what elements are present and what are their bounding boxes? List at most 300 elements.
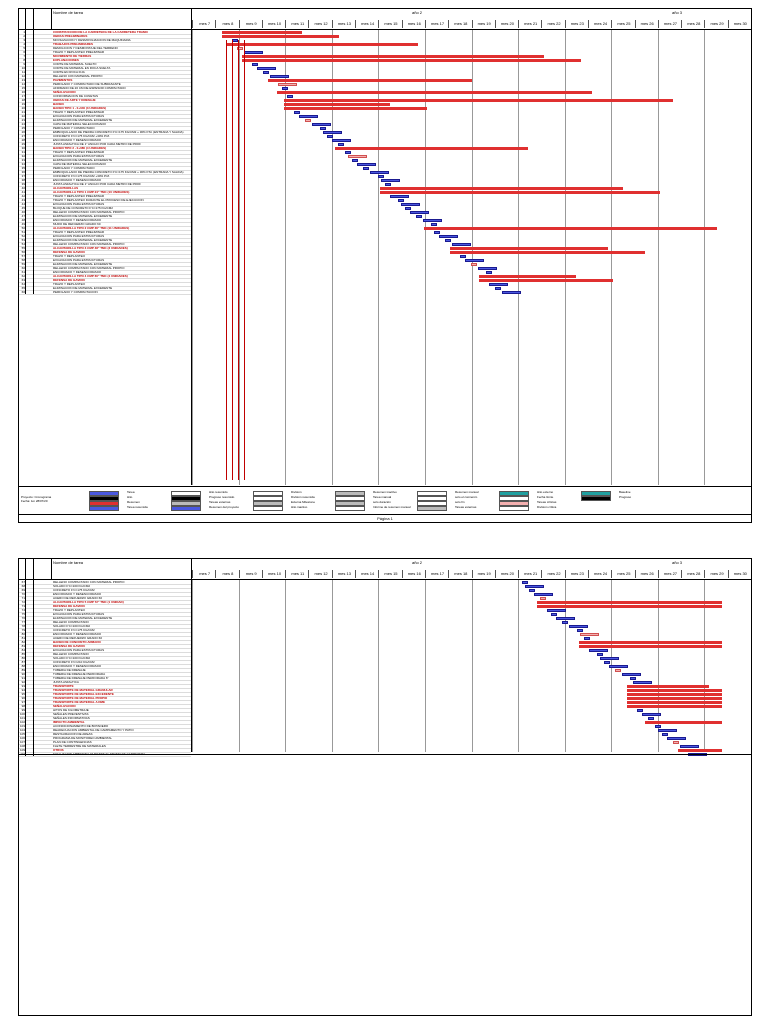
timescale-month: mes 20 <box>495 20 519 28</box>
critical-task-bar[interactable] <box>540 597 546 600</box>
task-bar[interactable] <box>633 681 652 684</box>
task-name: DEMOLICION Y DESMONTAJE DEL TERRENO <box>53 46 118 50</box>
timescale-month: mes 11 <box>285 570 309 578</box>
task-name: ACERO DE REFUERZO GRADO 60 <box>53 636 103 640</box>
timescale-month: mes 30 <box>728 570 752 578</box>
task-name: TRAZO Y REPLANTEO PRELIMINAR <box>53 110 105 114</box>
deadline-line <box>232 40 233 480</box>
legend-swatch <box>89 506 119 511</box>
task-bar[interactable] <box>495 287 501 290</box>
summary-bar[interactable] <box>450 251 645 254</box>
row-number: 63 <box>19 278 26 282</box>
task-name: ENCOFRADO Y DESENCOFRADO <box>53 270 102 274</box>
task-bar[interactable] <box>667 737 686 740</box>
critical-task-bar[interactable] <box>305 119 311 122</box>
timescale-month: mes 17 <box>425 570 449 578</box>
timescale-year: año 2 <box>412 10 423 15</box>
deadline-line <box>244 40 245 480</box>
row-number: 40 <box>19 186 26 190</box>
task-bar[interactable] <box>390 195 409 198</box>
row-number: 91 <box>19 676 26 680</box>
task-bar[interactable] <box>401 203 420 206</box>
row-number: 106 <box>19 736 25 740</box>
legend-item <box>499 505 579 510</box>
legend-item <box>335 505 415 510</box>
gridline <box>751 580 752 752</box>
summary-bar[interactable] <box>284 107 427 110</box>
task-bar[interactable] <box>529 589 535 592</box>
row-number: 87 <box>19 660 26 664</box>
timescale-month: mes 24 <box>588 20 612 28</box>
task-name: BADEN TIPO 1 - 0+040 (3 UNIDADES) <box>53 106 107 110</box>
timescale-month: mes 25 <box>611 20 635 28</box>
row-number: 16 <box>19 90 26 94</box>
task-name: ELIMINACION DE MATERIAL EXCEDENTE <box>53 616 113 620</box>
timescale-month: mes 12 <box>308 570 332 578</box>
task-bar[interactable] <box>252 63 258 66</box>
row-number: 92 <box>19 680 26 684</box>
task-name: OBRAS DE ARTE Y DRENAJE <box>53 98 96 102</box>
task-bar[interactable] <box>604 661 610 664</box>
summary-bar[interactable] <box>537 605 722 608</box>
task-bar[interactable] <box>600 657 619 660</box>
critical-task-bar[interactable] <box>278 83 297 86</box>
row-number: 25 <box>19 126 26 130</box>
task-bar[interactable] <box>263 71 269 74</box>
task-bar[interactable] <box>460 255 466 258</box>
row-number: 1 <box>19 30 26 34</box>
row-number: 42 <box>19 194 26 198</box>
row-number: 46 <box>19 210 26 214</box>
legend-item <box>581 495 661 500</box>
task-bar[interactable] <box>398 199 404 202</box>
task-name: EXCAVACION PARA ESTRUCTURAS <box>53 234 105 238</box>
task-bar[interactable] <box>416 215 422 218</box>
empty-area <box>19 754 751 1015</box>
task-bar[interactable] <box>378 175 384 178</box>
task-row[interactable] <box>19 290 191 295</box>
legend-label: Externa Milestone <box>291 500 316 504</box>
summary-bar[interactable] <box>424 227 717 230</box>
legend-item <box>171 505 251 510</box>
row-number: 59 <box>19 262 26 266</box>
row-number: 14 <box>19 82 26 86</box>
legend-swatch <box>499 506 529 511</box>
timescale-month: mes 7 <box>192 570 216 578</box>
row-number: 79 <box>19 628 26 632</box>
summary-bar[interactable] <box>479 275 576 278</box>
task-name: CORTE EN ROCA FIJA <box>53 70 85 74</box>
task-name: AFIRMADO DE 20 CM DE ESPESOR COMPACTADO <box>53 86 126 90</box>
task-name: ENCOFRADO Y DESENCOFRADO <box>53 664 102 668</box>
legend-label: Resumen manual <box>455 490 479 494</box>
row-number: 47 <box>19 214 26 218</box>
task-bar[interactable] <box>439 235 458 238</box>
legend-label: solo duración <box>373 500 391 504</box>
task-bar[interactable] <box>597 653 603 656</box>
legend-label: Resumen inactivo <box>373 490 397 494</box>
timescale-month: mes 17 <box>425 20 449 28</box>
legend-label: solo fin <box>455 500 465 504</box>
summary-bar[interactable] <box>242 55 544 58</box>
summary-bar[interactable] <box>627 697 722 700</box>
task-bar[interactable] <box>502 291 521 294</box>
critical-task-bar[interactable] <box>673 741 679 744</box>
timescale-month: mes 10 <box>262 570 286 578</box>
task-bar[interactable] <box>547 609 566 612</box>
critical-task-bar[interactable] <box>580 633 599 636</box>
summary-bar[interactable] <box>479 279 613 282</box>
timescale-month: mes 9 <box>239 20 263 28</box>
task-name: EXCAVACION PARA ESTRUCTURAS <box>53 202 105 206</box>
row-number: 5 <box>19 46 26 50</box>
task-bar[interactable] <box>434 231 440 234</box>
task-name: TRABAJOS PRELIMINARES <box>53 42 94 46</box>
task-name: TRAZO Y REPLANTEO DURANTE EL PROCESO DE EJECUCION <box>53 198 144 202</box>
task-bar[interactable] <box>405 207 411 210</box>
critical-task-bar[interactable] <box>615 669 621 672</box>
timescale-year: año 3 <box>672 10 683 15</box>
task-name: RELLENO COMPACTADO <box>53 620 89 624</box>
task-name: PROGRAMA DE MONITOREO AMBIENTAL <box>53 736 113 740</box>
row-number: 103 <box>19 724 25 728</box>
row-number: 72 <box>19 600 26 604</box>
row-number: 101 <box>19 716 25 720</box>
summary-bar[interactable] <box>277 91 592 94</box>
legend-label: Tarea <box>127 490 135 494</box>
task-bar[interactable] <box>381 179 400 182</box>
task-name: EXCAVACION PARA ESTRUCTURAS <box>53 258 105 262</box>
task-mode-icon <box>25 290 34 294</box>
row-number: 9 <box>19 62 26 66</box>
timescale-month: mes 24 <box>588 570 612 578</box>
task-bar[interactable] <box>445 239 451 242</box>
legend-swatch <box>171 506 201 511</box>
timescale-month: mes 15 <box>378 20 402 28</box>
legend-label: Tarea manual <box>373 495 392 499</box>
task-name: RELLENO COMPACTADO CON MATERIAL PROPIO <box>53 266 125 270</box>
row-number: 89 <box>19 668 26 672</box>
timescale-month: mes 10 <box>262 20 286 28</box>
row-number: 107 <box>19 740 25 744</box>
row-number: 73 <box>19 604 26 608</box>
summary-bar[interactable] <box>222 35 339 38</box>
task-bar[interactable] <box>320 127 326 130</box>
row-number: 105 <box>19 732 25 736</box>
timescale-month: mes 12 <box>308 20 332 28</box>
row-number: 54 <box>19 242 26 246</box>
summary-bar[interactable] <box>645 721 722 724</box>
task-name: PAVIMENTOS <box>53 78 73 82</box>
task-bar[interactable] <box>522 581 528 584</box>
summary-bar[interactable] <box>537 601 722 604</box>
row-number: 95 <box>19 692 26 696</box>
summary-bar[interactable] <box>380 187 623 190</box>
task-name: CONFORMACION DE CUNETAS <box>53 94 98 98</box>
row-number: 90 <box>19 672 26 676</box>
task-bar[interactable] <box>655 725 661 728</box>
task-bar[interactable] <box>345 151 351 154</box>
task-name: RELLENO COMPACTADO CON MATERIAL PROPIO <box>53 580 125 584</box>
row-number: 12 <box>19 74 26 78</box>
row-number: 31 <box>19 150 26 154</box>
task-name: PERFILADO Y COMPACTADO DE SUBRASANTE <box>53 82 121 86</box>
task-bar[interactable] <box>338 143 344 146</box>
gridline <box>704 30 705 485</box>
summary-bar[interactable] <box>627 689 722 692</box>
row-number: 104 <box>19 728 25 732</box>
legend-item <box>253 505 333 510</box>
task-name: ALCANTARILLA TIPO 2 CMP 36" TMC (11 UNIDADES) <box>53 226 130 230</box>
page-number: Página 1 <box>19 514 751 521</box>
legend-label: Informe de resumen manual <box>373 505 411 509</box>
row-number: 11 <box>19 70 26 74</box>
timescale-month: mes 15 <box>378 570 402 578</box>
row-number: 82 <box>19 640 26 644</box>
task-name: CONCRETO F'C=175 KG/CM2 +30% P.M. <box>53 134 110 138</box>
task-bar[interactable] <box>294 111 300 114</box>
row-number: 51 <box>19 230 26 234</box>
gridline <box>378 580 379 752</box>
task-name: ENCOFRADO Y DESENCOFRADO <box>53 592 102 596</box>
summary-bar[interactable] <box>335 147 528 150</box>
row-number: 80 <box>19 632 26 636</box>
gridline <box>192 580 193 752</box>
task-name: IMPACTO AMBIENTAL <box>53 720 85 724</box>
task-name: EMBOQUILLADO DE PIEDRA CONCRETO F'C=175 KG/CM2 + 30% P.M. (ENTRADA Y SALIDA) <box>53 130 184 134</box>
task-name: FLETE TERRESTRE DE MATERIALES <box>53 744 106 748</box>
row-number: 66 <box>19 290 26 294</box>
task-bar[interactable] <box>257 67 276 70</box>
legend-label: Resumen <box>127 500 140 504</box>
task-table-header <box>19 9 192 30</box>
task-name: TRAZO Y REPLANTEO PRELIMINAR <box>53 230 105 234</box>
task-bar[interactable] <box>589 649 608 652</box>
legend-label: División crítica <box>537 505 557 509</box>
row-number: 71 <box>19 596 26 600</box>
row-number: 36 <box>19 170 26 174</box>
task-name: OTROS <box>53 748 64 752</box>
task-name: TRANSPORTE DE MATERIAL EXCEDENTE <box>53 692 114 696</box>
task-name: MOVILIZACION Y DESMOVILIZACION DE MAQUINARIA <box>53 38 131 42</box>
task-bar[interactable] <box>431 223 437 226</box>
legend <box>19 486 751 513</box>
task-bar[interactable] <box>534 593 553 596</box>
task-bar[interactable] <box>363 167 369 170</box>
task-name: CAPA DE MATERIAL SELECCIONADO <box>53 122 106 126</box>
row-number: 13 <box>19 78 26 82</box>
summary-bar[interactable] <box>450 247 608 250</box>
row-number: 56 <box>19 250 26 254</box>
row-number: 65 <box>19 286 26 290</box>
row-number: 2 <box>19 34 26 38</box>
row-number: 18 <box>19 98 26 102</box>
row-number: 38 <box>19 178 26 182</box>
timescale-month: mes 29 <box>704 570 728 578</box>
task-name: TUBERIA DE DRENAJE PERFORADA <box>53 672 106 676</box>
task-name: ENCOFRADO Y DESENCOFRADO <box>53 218 102 222</box>
task-bar[interactable] <box>584 637 590 640</box>
task-bar[interactable] <box>630 677 636 680</box>
timescale-month: mes 9 <box>239 570 263 578</box>
summary-bar[interactable] <box>222 31 302 34</box>
legend-label: Fecha límite <box>537 495 554 499</box>
row-number: 35 <box>19 166 26 170</box>
task-bar[interactable] <box>489 283 508 286</box>
row-number: 19 <box>19 102 26 106</box>
critical-task-bar[interactable] <box>471 263 477 266</box>
task-name: RELLENO COMPACTADO CON MATERIAL PROPIO <box>53 242 125 246</box>
task-bar[interactable] <box>642 713 661 716</box>
task-bar[interactable] <box>622 673 641 676</box>
task-bar[interactable] <box>551 613 557 616</box>
row-number: 86 <box>19 656 26 660</box>
task-bar[interactable] <box>680 745 699 748</box>
task-bar[interactable] <box>609 665 628 668</box>
task-bar[interactable] <box>327 135 333 138</box>
task-bar[interactable] <box>637 709 643 712</box>
task-name: RELLENO COMPACTADO <box>53 652 89 656</box>
task-bar[interactable] <box>662 733 668 736</box>
legend-label: Progreso <box>619 495 632 499</box>
row-number: 77 <box>19 620 26 624</box>
timescale-month: mes 18 <box>448 570 472 578</box>
row-number: 74 <box>19 608 26 612</box>
summary-bar[interactable] <box>227 43 418 46</box>
timescale-month: mes 16 <box>402 570 426 578</box>
task-bar[interactable] <box>299 115 318 118</box>
project-date: Fecha: lun 28/07/20 <box>21 499 48 503</box>
summary-bar[interactable] <box>268 79 472 82</box>
task-bar[interactable] <box>556 617 575 620</box>
task-bar[interactable] <box>478 267 497 270</box>
column-header-task-name: Nombre de tarea <box>53 560 84 565</box>
task-name: SEÑALES PREVENTIVAS <box>53 712 89 716</box>
timescale-month: mes 7 <box>192 20 216 28</box>
task-name: TRANSPORTE DE MATERIAL PROPIO <box>53 696 108 700</box>
task-name: ACERO DE REFUERZO GRADO 60 <box>53 596 103 600</box>
row-number: 60 <box>19 266 26 270</box>
row-number: 83 <box>19 644 26 648</box>
summary-bar[interactable] <box>284 99 673 102</box>
row-number: 52 <box>19 234 26 238</box>
task-bar[interactable] <box>525 585 544 588</box>
legend-label: Progreso resumido <box>209 495 235 499</box>
task-table-header <box>19 559 192 580</box>
gantt-chart-area <box>192 580 751 752</box>
row-number: 33 <box>19 158 26 162</box>
summary-bar[interactable] <box>678 749 722 752</box>
task-name: CONCRETO F'C=210 KG/CM2 <box>53 660 95 664</box>
task-bar[interactable] <box>244 51 263 54</box>
task-bar[interactable] <box>452 243 471 246</box>
summary-bar[interactable] <box>380 191 660 194</box>
summary-bar[interactable] <box>627 701 722 704</box>
task-name: MURO DE REFUERZO GRADO 60 <box>53 222 101 226</box>
row-number: 48 <box>19 218 26 222</box>
task-bar[interactable] <box>282 87 288 90</box>
task-bar[interactable] <box>332 139 351 142</box>
row-number: 100 <box>19 712 25 716</box>
row-number: 26 <box>19 130 26 134</box>
timescale-month: mes 8 <box>215 20 239 28</box>
task-name: BADEN TIPO 2 - 0+080 (4 UNIDADES) <box>53 146 107 150</box>
legend-label: Hito externo <box>537 490 554 494</box>
task-bar[interactable] <box>370 171 389 174</box>
task-name: EXPLANACIONES <box>53 58 79 62</box>
summary-bar[interactable] <box>579 641 722 644</box>
summary-bar[interactable] <box>627 693 722 696</box>
gridline <box>239 580 240 752</box>
gantt-chart-area <box>192 30 751 485</box>
gridline <box>472 580 473 752</box>
task-bar[interactable] <box>323 131 342 134</box>
task-name: JUNTA ASFALTICA DE 1" ANCHO POR CADA METRO DE PROF <box>53 142 141 146</box>
timescale-month: mes 27 <box>658 570 682 578</box>
gridline <box>332 580 333 752</box>
task-bar[interactable] <box>423 219 442 222</box>
row-number: 7 <box>19 54 26 58</box>
task-bar[interactable] <box>410 211 429 214</box>
task-name: EXCAVACION PARA ESTRUCTURAS <box>53 154 105 158</box>
legend-label: Resumen del proyecto <box>209 505 240 509</box>
row-number: 75 <box>19 612 26 616</box>
task-name: CAPA DE MATERIAL SELECCIONADO <box>53 162 106 166</box>
critical-task-bar[interactable] <box>348 155 367 158</box>
task-bar[interactable] <box>357 163 376 166</box>
task-bar[interactable] <box>577 629 583 632</box>
row-number: 21 <box>19 110 26 114</box>
timescale-month: mes 20 <box>495 570 519 578</box>
task-bar[interactable] <box>465 259 484 262</box>
task-name: DEFENSA DE GAVION <box>53 250 85 254</box>
task-bar[interactable] <box>270 75 289 78</box>
summary-bar[interactable] <box>284 103 390 106</box>
row-number: 32 <box>19 154 26 158</box>
task-bar[interactable] <box>648 717 654 720</box>
summary-bar[interactable] <box>242 59 581 62</box>
legend-label: Hito resumido <box>209 490 228 494</box>
task-name: TRAZO Y REPLANTEO <box>53 282 85 286</box>
task-bar[interactable] <box>385 183 391 186</box>
summary-bar[interactable] <box>627 705 722 708</box>
task-bar[interactable] <box>486 271 492 274</box>
task-bar[interactable] <box>569 625 588 628</box>
row-number: 4 <box>19 42 26 46</box>
legend-item <box>417 505 497 510</box>
legend-project-info <box>21 495 81 503</box>
task-bar[interactable] <box>658 729 677 732</box>
task-name: EVALUACION AMBIENTAL DURANTE EL TRAMO DE CARRETERA <box>53 752 146 756</box>
row-number: 43 <box>19 198 26 202</box>
deadline-line <box>238 40 239 480</box>
task-name: PERFILADO Y COMPACTACION <box>53 290 98 294</box>
timescale-month: mes 13 <box>332 570 356 578</box>
task-name: TRANSPORTE DE MATERIAL A DME <box>53 700 106 704</box>
task-name: ENCOFRADO Y DESENCOFRADO <box>53 138 102 142</box>
task-name: PERFILADO Y COMPACTADO <box>53 166 95 170</box>
task-name: SOLADO F'C=100 KG/CM2 <box>53 624 91 628</box>
task-bar[interactable] <box>312 123 331 126</box>
legend-swatch <box>335 506 365 511</box>
summary-bar[interactable] <box>579 645 722 648</box>
task-bar[interactable] <box>287 95 293 98</box>
task-bar[interactable] <box>352 159 358 162</box>
row-number: 58 <box>19 258 26 262</box>
task-bar[interactable] <box>562 621 568 624</box>
task-name: TUBERIA DE DRENAJE <box>53 668 86 672</box>
summary-bar[interactable] <box>627 685 709 688</box>
